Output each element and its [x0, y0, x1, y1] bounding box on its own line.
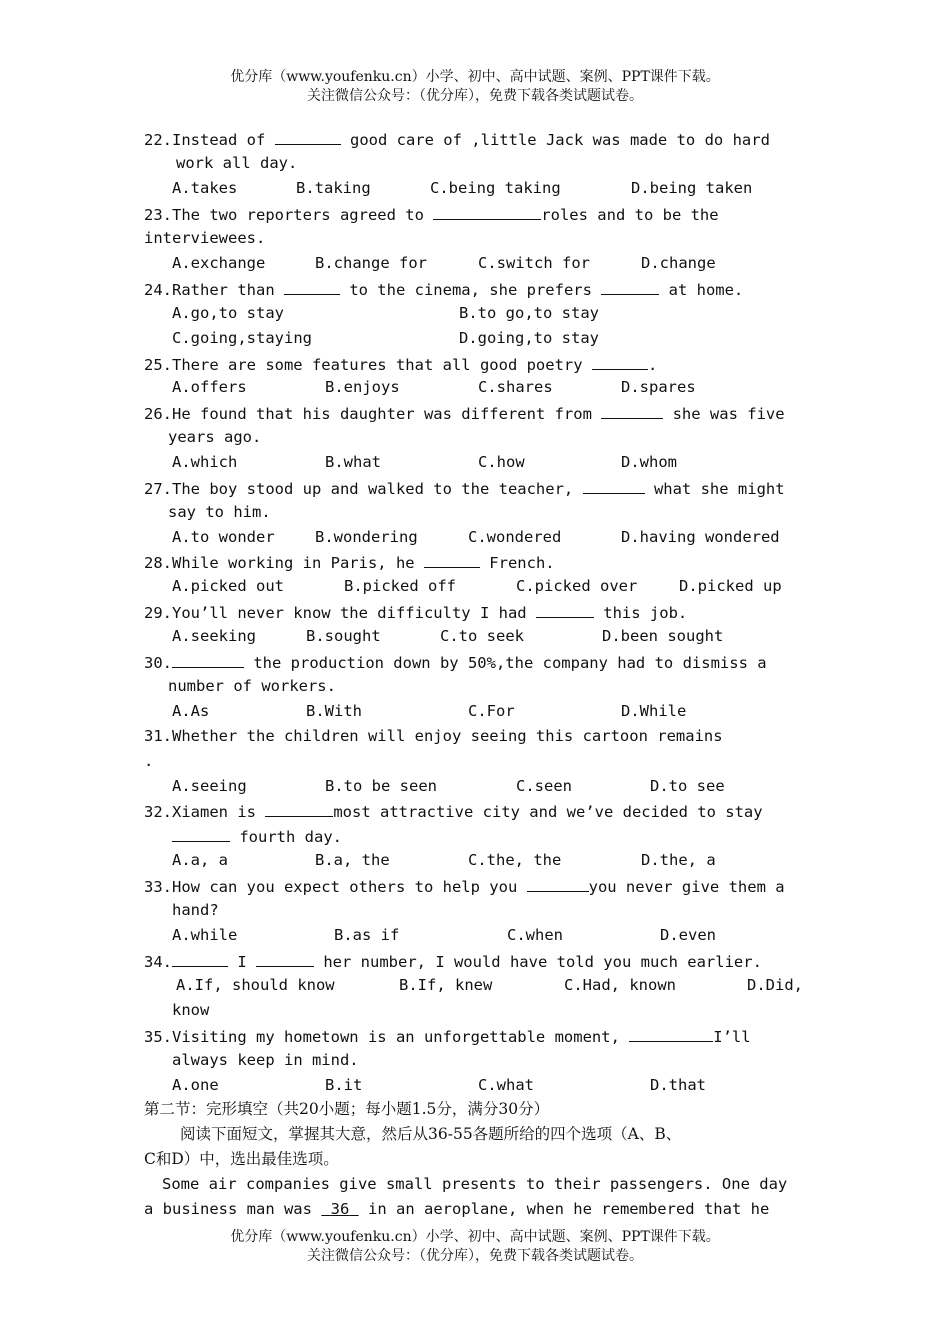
q26-option-d[interactable]: D.whom [621, 453, 677, 471]
q32-option-d[interactable]: D.the, a [641, 851, 716, 869]
question-35: 35.Visiting my hometown is an unforgettable moment, I’ll [144, 1025, 751, 1047]
question-27: 27.The boy stood up and walked to the teacher, what she might [144, 477, 785, 499]
q31-option-a[interactable]: A.seeing [172, 777, 247, 795]
q27-option-b[interactable]: B.wondering [315, 528, 418, 546]
question-27-cont: say to him. [168, 503, 271, 521]
q28-option-c[interactable]: C.picked over [516, 577, 638, 595]
page-header-line1: 优分库（www.youfenku.cn）小学、初中、高中试题、案例、PPT课件下载。 [230, 69, 720, 85]
q28-option-a[interactable]: A.picked out [172, 577, 284, 595]
q22-option-d[interactable]: D.being taken [631, 179, 753, 197]
q23-option-b[interactable]: B.change for [315, 254, 427, 272]
q30-option-d[interactable]: D.While [621, 702, 687, 720]
q30-option-b[interactable]: B.With [306, 702, 362, 720]
q29-option-a[interactable]: A.seeking [172, 627, 256, 645]
question-29: 29.You’ll never know the difficulty I had this job. [144, 601, 687, 623]
q26-option-c[interactable]: C.how [478, 453, 525, 471]
page-footer-line2: 关注微信公众号：（优分库），免费下载各类试题试卷。 [307, 1248, 643, 1264]
q35-option-b[interactable]: B.it [325, 1076, 363, 1094]
question-23-cont: interviewees. [144, 229, 266, 247]
q27-option-d[interactable]: D.having wondered [621, 528, 780, 546]
q27-option-c[interactable]: C.wondered [468, 528, 562, 546]
q34-option-d-cont: know [172, 1001, 210, 1019]
q26-option-a[interactable]: A.which [172, 453, 238, 471]
q33-option-c[interactable]: C.when [507, 926, 563, 944]
q35-option-a[interactable]: A.one [172, 1076, 219, 1094]
q29-option-b[interactable]: B.sought [306, 627, 381, 645]
q29-option-c[interactable]: C.to seek [440, 627, 524, 645]
page-header-line2: 关注微信公众号：（优分库），免费下载各类试题试卷。 [307, 88, 643, 104]
q25-option-b[interactable]: B.enjoys [325, 378, 400, 396]
question-26-cont: years ago. [168, 428, 262, 446]
question-31-cont: . [144, 752, 154, 770]
question-32: 32.Xiamen is most attractive city and we’ve decided to stay [144, 800, 763, 822]
passage-line1: Some air companies give small presents to their passengers. One day [162, 1175, 788, 1193]
q24-option-c[interactable]: C.going,staying [172, 329, 312, 347]
question-34: 34. I her number, I would have told you much earlier. [144, 950, 762, 972]
q33-option-d[interactable]: D.even [660, 926, 716, 944]
q31-option-d[interactable]: D.to see [650, 777, 725, 795]
question-33: 33.How can you expect others to help you you never give them a [144, 875, 785, 897]
q24-option-b[interactable]: B.to go,to stay [459, 304, 599, 322]
q25-option-d[interactable]: D.spares [621, 378, 696, 396]
q22-option-a[interactable]: A.takes [172, 179, 238, 197]
q35-option-c[interactable]: C.what [478, 1076, 534, 1094]
q33-option-b[interactable]: B.as if [334, 926, 400, 944]
q33-option-a[interactable]: A.while [172, 926, 238, 944]
page-footer-line1: 优分库（www.youfenku.cn）小学、初中、高中试题、案例、PPT课件下载。 [230, 1229, 720, 1245]
q24-option-a[interactable]: A.go,to stay [172, 304, 284, 322]
question-33-cont: hand? [172, 901, 219, 919]
q34-option-d[interactable]: D.Did, [747, 976, 803, 994]
q22-option-b[interactable]: B.taking [296, 179, 371, 197]
section-2-instruction-line2: C和D）中，选出最佳选项。 [144, 1150, 339, 1168]
q31-option-c[interactable]: C.seen [516, 777, 572, 795]
q25-option-a[interactable]: A.offers [172, 378, 247, 396]
q27-option-a[interactable]: A.to wonder [172, 528, 275, 546]
question-31: 31.Whether the children will enjoy seeing this cartoon remains [144, 727, 723, 745]
question-25: 25.There are some features that all good poetry . [144, 353, 657, 375]
q28-option-b[interactable]: B.picked off [344, 577, 456, 595]
q35-option-d[interactable]: D.that [650, 1076, 706, 1094]
section-2-title: 第二节：完形填空（共20小题；每小题1.5分，满分30分） [144, 1100, 550, 1118]
q28-option-d[interactable]: D.picked up [679, 577, 782, 595]
q26-option-b[interactable]: B.what [325, 453, 381, 471]
q23-option-d[interactable]: D.change [641, 254, 716, 272]
question-32-cont: fourth day. [172, 825, 342, 847]
q29-option-d[interactable]: D.been sought [602, 627, 724, 645]
q31-option-b[interactable]: B.to be seen [325, 777, 437, 795]
question-22: 22.Instead of good care of ,little Jack was made to do hard [144, 128, 770, 150]
q23-option-a[interactable]: A.exchange [172, 254, 266, 272]
q34-option-b[interactable]: B.If, knew [399, 976, 493, 994]
q32-option-b[interactable]: B.a, the [315, 851, 390, 869]
question-24: 24.Rather than to the cinema, she prefers at home. [144, 278, 743, 300]
q22-option-c[interactable]: C.being taking [430, 179, 561, 197]
question-23: 23.The two reporters agreed to roles and to be the [144, 203, 719, 225]
question-26: 26.He found that his daughter was different from she was five [144, 402, 785, 424]
q30-option-c[interactable]: C.For [468, 702, 515, 720]
question-28: 28.While working in Paris, he French. [144, 551, 555, 573]
q34-option-a[interactable]: A.If, should know [176, 976, 335, 994]
section-2-instruction-line1: 阅读下面短文，掌握其大意，然后从36-55各题所给的四个选项（A、B、 [180, 1125, 682, 1143]
q24-option-d[interactable]: D.going,to stay [459, 329, 599, 347]
q23-option-c[interactable]: C.switch for [478, 254, 590, 272]
passage-line2: a business man was 36 in an aeroplane, when he remembered that he [144, 1200, 770, 1218]
question-35-cont: always keep in mind. [172, 1051, 359, 1069]
blank-36[interactable]: 36 [330, 1200, 350, 1218]
q25-option-c[interactable]: C.shares [478, 378, 553, 396]
q32-option-a[interactable]: A.a, a [172, 851, 228, 869]
question-22-cont: work all day. [176, 154, 298, 172]
q30-option-a[interactable]: A.As [172, 702, 210, 720]
question-30: 30. the production down by 50%,the company had to dismiss a [144, 651, 767, 673]
q32-option-c[interactable]: C.the, the [468, 851, 562, 869]
question-30-cont: number of workers. [168, 677, 336, 695]
q34-option-c[interactable]: C.Had, known [564, 976, 676, 994]
